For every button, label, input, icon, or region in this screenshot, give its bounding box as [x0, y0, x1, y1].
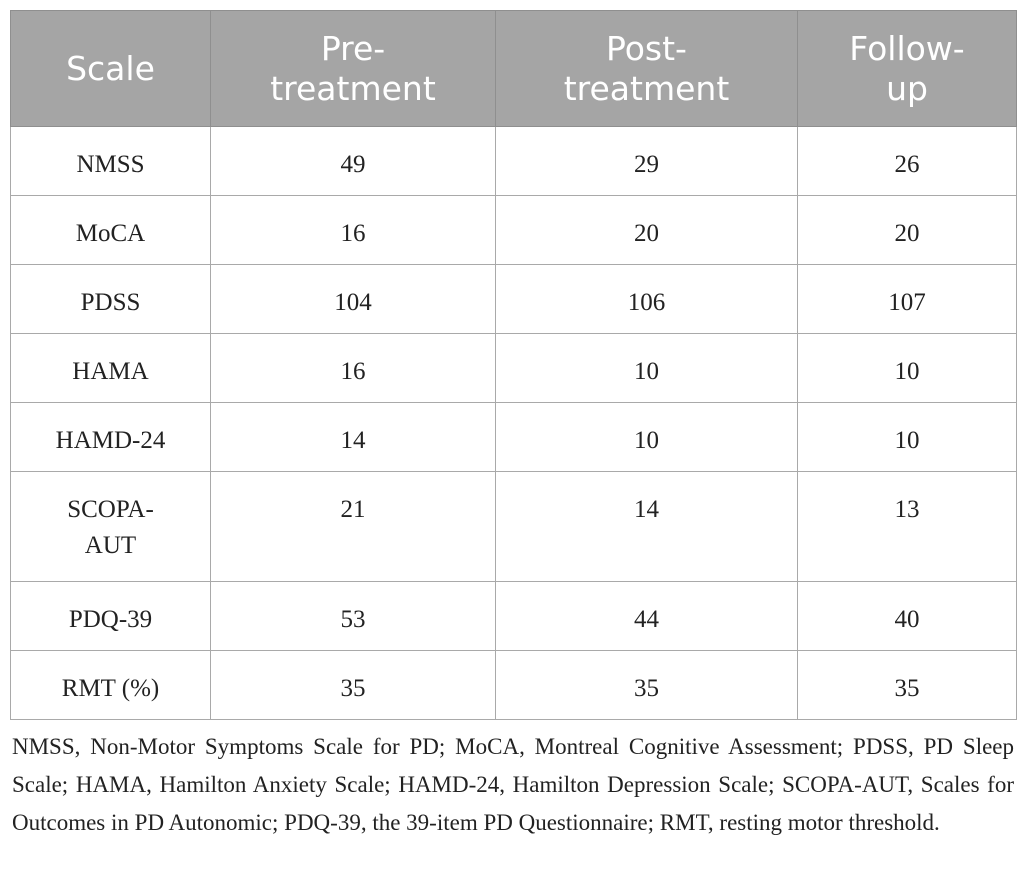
- cell-pre: 14: [211, 403, 496, 472]
- cell-pre: 21: [211, 472, 496, 582]
- cell-follow: 13: [798, 472, 1017, 582]
- header-follow-line-1: Follow-: [849, 28, 965, 68]
- cell-post: 44: [496, 582, 798, 651]
- cell-pre: 104: [211, 265, 496, 334]
- header-post-line-1: Post-: [606, 28, 687, 68]
- cell-scale: MoCA: [11, 196, 211, 265]
- cell-follow: 35: [798, 651, 1017, 720]
- table-footnote: NMSS, Non-Motor Symptoms Scale for PD; MoCA, Montreal Cognitive Assessment; PDSS, PD Sleep Scale; HAMA, Hamilton Anxiety Scale; HAMD-24, Hamilton Depression Scale; SCOPA-AUT, Scales for Outcomes in PD Autonomic; PDQ-39, the 39-item PD Questionnaire; RMT, resting motor threshold.: [12, 734, 1014, 835]
- cell-scale: RMT (%): [11, 651, 211, 720]
- cell-post: 29: [496, 127, 798, 196]
- header-post-treatment: [496, 11, 798, 127]
- cell-follow: 26: [798, 127, 1017, 196]
- cell-follow: 10: [798, 403, 1017, 472]
- cell-post: 35: [496, 651, 798, 720]
- header-pre-treatment: [211, 11, 496, 127]
- cell-post: 10: [496, 403, 798, 472]
- cell-follow: 20: [798, 196, 1017, 265]
- header-follow-up: [798, 11, 1017, 127]
- cell-follow: 10: [798, 334, 1017, 403]
- header-row: [11, 11, 1017, 127]
- header-scale-line-1: Scale: [66, 48, 155, 88]
- cell-scale: HAMD-24: [11, 403, 211, 472]
- table-container: [10, 10, 1016, 865]
- header-scale: [11, 11, 211, 127]
- cell-pre: 49: [211, 127, 496, 196]
- cell-scale-line-2: AUT: [84, 532, 137, 559]
- cell-pre: 35: [211, 651, 496, 720]
- cell-scale: PDQ-39: [11, 582, 211, 651]
- header-follow-line-2: up: [886, 68, 928, 108]
- cell-pre: 16: [211, 334, 496, 403]
- table-row: [11, 196, 1017, 265]
- cell-pre: 53: [211, 582, 496, 651]
- cell-scale: NMSS: [11, 127, 211, 196]
- cell-post: 14: [496, 472, 798, 582]
- cell-post: 106: [496, 265, 798, 334]
- table-row: [11, 265, 1017, 334]
- cell-follow: 107: [798, 265, 1017, 334]
- cell-scale: [11, 472, 211, 582]
- table-row: [11, 651, 1017, 720]
- cell-follow: 40: [798, 582, 1017, 651]
- cell-scale: HAMA: [11, 334, 211, 403]
- table-row: [11, 472, 1017, 582]
- cell-post: 10: [496, 334, 798, 403]
- cell-pre: 16: [211, 196, 496, 265]
- table-row: [11, 582, 1017, 651]
- cell-scale: PDSS: [11, 265, 211, 334]
- header-post-line-2: treatment: [563, 68, 730, 108]
- table-row: [11, 334, 1017, 403]
- table-row: [11, 403, 1017, 472]
- cell-scale-line-1: SCOPA-: [67, 496, 154, 523]
- header-pre-line-2: treatment: [270, 68, 436, 108]
- header-pre-line-1: Pre-: [320, 28, 386, 68]
- scales-table: [10, 10, 1017, 720]
- table-row: [11, 127, 1017, 196]
- cell-post: 20: [496, 196, 798, 265]
